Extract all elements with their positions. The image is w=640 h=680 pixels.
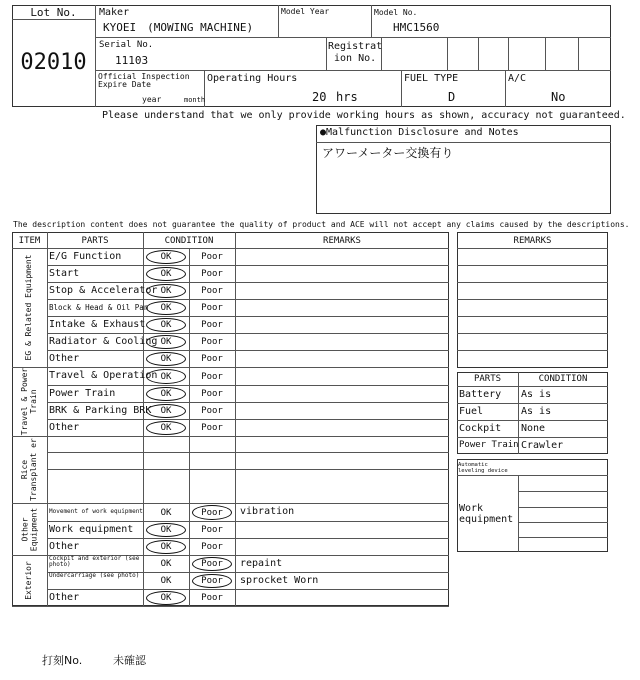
part-name: Other: [49, 591, 80, 603]
part-name: Start: [49, 267, 80, 279]
model-no-label: Model No.: [374, 8, 418, 17]
divider: [447, 37, 448, 70]
part-name: Other: [49, 540, 80, 552]
divider: [47, 385, 449, 386]
parts-condition: As is: [521, 389, 552, 400]
condition-col-header: CONDITION: [538, 374, 588, 384]
part-name: Power Train: [49, 387, 116, 399]
poor-mark: Poor: [201, 593, 223, 603]
ok-circle: [146, 387, 186, 401]
hours-notice: Please understand that we only provide working hours as shown, accuracy not guaranteed.: [102, 110, 626, 121]
divider: [316, 142, 611, 143]
divider: [12, 503, 449, 504]
divider: [278, 5, 279, 37]
part-name: Travel & Operation: [49, 370, 158, 381]
parts-col-header: PARTS: [473, 374, 502, 384]
group-label: Other Equipment: [19, 507, 38, 551]
poor-circle: [192, 557, 232, 571]
poor-mark: Poor: [201, 371, 223, 382]
ok-mark: OK: [160, 303, 172, 313]
group-label: EG & Related Equipment: [24, 254, 34, 361]
divider: [47, 589, 449, 590]
malfunction-title: ●Malfunction Disclosure and Notes: [320, 127, 519, 138]
divider: [47, 419, 449, 420]
ok-mark: OK: [160, 542, 172, 552]
hours-label: Operating Hours: [207, 73, 298, 84]
poor-mark: Poor: [201, 286, 223, 296]
inspection-label: Expire Date: [98, 80, 151, 89]
ok-circle: [146, 591, 186, 605]
ok-mark: OK: [160, 576, 172, 586]
poor-circle: [192, 574, 232, 588]
hours-value: 20: [312, 90, 327, 104]
divider: [457, 316, 608, 317]
fuel-label: FUEL TYPE: [404, 73, 459, 84]
description-notice: The description content does not guarantee the quality of product and ACE will not accept any claims caused by the descriptions.: [13, 220, 630, 229]
ok-mark: OK: [160, 406, 172, 416]
ok-mark: OK: [160, 507, 172, 518]
poor-mark: Poor: [201, 559, 223, 569]
part-name: Radiator & Cooling: [49, 335, 158, 347]
poor-mark: Poor: [201, 525, 223, 535]
lot-label: Lot No.: [30, 6, 77, 19]
part-name: Other: [49, 421, 80, 433]
divider: [457, 475, 608, 476]
divider: [518, 491, 608, 492]
part-name: Work equipment: [49, 523, 134, 535]
part-name: Undercarriage (see photo): [49, 572, 140, 579]
divider: [457, 386, 608, 387]
parts-condition: As is: [521, 406, 552, 417]
registration-label: ion No.: [334, 53, 377, 64]
part-name: BRK & Parking BRK: [49, 404, 152, 416]
divider: [326, 37, 327, 70]
parts-condition: Crawler: [521, 440, 564, 451]
divider: [518, 475, 519, 552]
poor-mark: Poor: [201, 354, 223, 364]
serial-value: 11103: [115, 54, 149, 67]
ac-label: A/C: [508, 73, 527, 84]
divider: [12, 367, 449, 368]
divider: [457, 403, 608, 404]
ok-circle: [146, 540, 186, 554]
divider: [518, 522, 608, 523]
divider: [12, 436, 449, 437]
divider: [47, 265, 449, 266]
divider: [47, 248, 449, 249]
divider: [505, 70, 506, 107]
model-no-value: HMC1560: [393, 21, 440, 34]
divider: [12, 606, 449, 607]
maker-label: Maker: [99, 7, 130, 18]
divider: [47, 350, 449, 351]
part-name: Block & Head & Oil Pan: [49, 302, 149, 312]
part-name: E/G Function: [49, 250, 122, 262]
ok-mark: OK: [160, 286, 172, 296]
col-parts-header: PARTS: [81, 236, 109, 246]
ok-mark: OK: [160, 252, 172, 262]
divider: [47, 333, 449, 334]
divider: [47, 402, 449, 403]
ok-circle: [146, 335, 186, 349]
poor-mark: Poor: [201, 303, 223, 313]
poor-mark: Poor: [201, 406, 223, 416]
divider: [478, 37, 479, 70]
divider: [47, 316, 449, 317]
divider: [457, 265, 608, 266]
group-label: Rice Transplant er: [19, 438, 38, 501]
divider: [457, 437, 608, 438]
col-item-header: ITEM: [18, 236, 41, 246]
divider: [401, 70, 402, 107]
parts-name: Fuel: [459, 406, 484, 417]
year-label: year: [142, 95, 162, 104]
work-equipment-label: equipment: [459, 514, 514, 525]
ok-circle: [146, 421, 186, 435]
remark-text: repaint: [240, 557, 283, 569]
group-label: Travel & Power Train: [19, 367, 38, 436]
divider: [47, 538, 449, 539]
ok-circle: [146, 301, 186, 315]
work-equipment-label: Work: [459, 503, 484, 514]
month-label: month: [184, 96, 206, 104]
ok-circle: [146, 523, 186, 537]
lot-number: 02010: [20, 50, 87, 75]
divider: [457, 248, 608, 249]
parts-name: Battery: [459, 389, 502, 400]
right-remarks-title: REMARKS: [513, 236, 552, 246]
registration-label: Registrat: [328, 41, 383, 52]
ok-mark: OK: [160, 354, 172, 364]
poor-mark: Poor: [201, 389, 223, 399]
divider: [508, 37, 509, 70]
divider: [457, 420, 608, 421]
poor-mark: Poor: [201, 576, 223, 586]
divider: [47, 521, 449, 522]
ok-circle: [146, 250, 186, 264]
parts-condition: None: [521, 423, 546, 434]
divider: [578, 37, 579, 70]
right-remarks-box: [457, 232, 608, 368]
part-name: Intake & Exhaust: [49, 318, 146, 330]
ok-circle: [146, 267, 186, 281]
ok-mark: OK: [160, 269, 172, 279]
poor-mark: Poor: [201, 320, 223, 330]
ok-circle: [146, 352, 186, 366]
divider: [518, 507, 608, 508]
remark-text: vibration: [240, 506, 295, 517]
fuel-value: D: [448, 90, 456, 104]
divider: [47, 299, 449, 300]
malfunction-box: [316, 125, 611, 214]
divider: [457, 282, 608, 283]
col-remarks-header: REMARKS: [323, 236, 361, 246]
ok-circle: [146, 404, 186, 418]
stamp-value: 未確認: [113, 654, 146, 667]
part-name: Other: [49, 352, 80, 364]
divider: [371, 5, 372, 37]
col-condition-header: CONDITION: [164, 236, 214, 246]
ok-mark: OK: [160, 593, 172, 603]
divider: [457, 299, 608, 300]
parts-name: Power Train: [459, 440, 519, 450]
divider: [95, 5, 96, 107]
ok-mark: OK: [160, 389, 172, 399]
malfunction-text: アワーメーター交換有り: [322, 146, 454, 160]
inspection-label: Official Inspection: [98, 72, 190, 81]
divider: [457, 350, 608, 351]
model-year-label: Model Year: [281, 7, 330, 16]
ok-mark: OK: [160, 525, 172, 535]
poor-circle: [192, 505, 232, 520]
divider: [545, 37, 546, 70]
divider: [47, 469, 449, 470]
divider: [47, 282, 449, 283]
poor-mark: Poor: [201, 337, 223, 347]
divider: [518, 537, 608, 538]
divider: [457, 333, 608, 334]
stamp-label: 打刻No.: [42, 654, 83, 667]
hours-unit: hrs: [336, 90, 358, 104]
ok-circle: [146, 284, 186, 298]
divider: [95, 70, 611, 71]
divider: [47, 452, 449, 453]
poor-mark: Poor: [201, 269, 223, 279]
part-name: Movement of work equipment: [49, 508, 143, 515]
divider: [95, 37, 611, 38]
poor-mark: Poor: [201, 542, 223, 552]
poor-mark: Poor: [201, 252, 223, 262]
ok-mark: OK: [160, 337, 172, 347]
ok-mark: OK: [160, 559, 172, 569]
part-name: Cockpit and exterior (see photo): [49, 555, 140, 569]
ok-mark: OK: [160, 371, 172, 382]
ok-circle: [146, 369, 186, 384]
remark-text: sprocket Worn: [240, 574, 319, 586]
divider: [12, 19, 95, 20]
ok-mark: OK: [160, 320, 172, 330]
group-label: Exterior: [24, 561, 34, 600]
part-name: Stop & Accelerator: [49, 284, 158, 296]
ok-circle: [146, 318, 186, 332]
poor-mark: Poor: [201, 507, 223, 518]
poor-mark: Poor: [201, 423, 223, 433]
serial-label: Serial No.: [99, 40, 154, 50]
leveling-label: Automatic leveling device: [458, 462, 508, 475]
ac-value: No: [551, 90, 566, 104]
parts-name: Cockpit: [459, 423, 502, 434]
ok-mark: OK: [160, 423, 172, 433]
maker-value: KYOEI (MOWING MACHINE): [103, 21, 254, 34]
